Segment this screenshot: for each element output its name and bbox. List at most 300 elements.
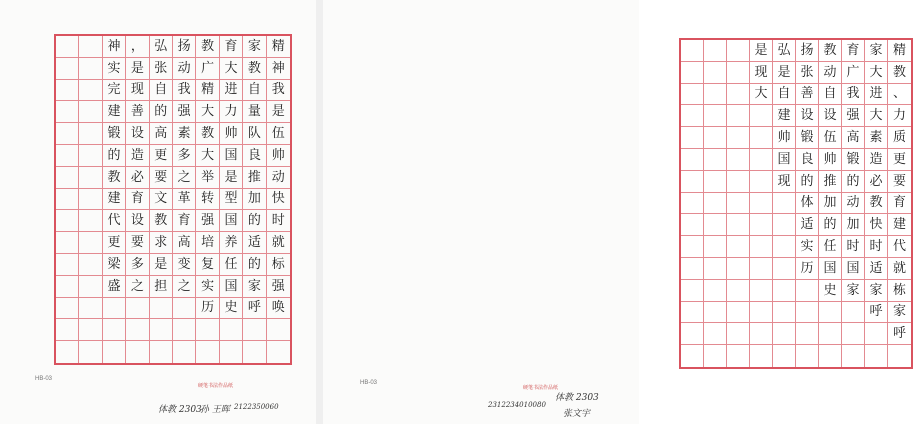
grid-cell [220,319,243,341]
grid-cell [79,319,102,341]
grid-cell: 培 [196,232,219,254]
grid-cell [79,341,102,363]
grid-cell: 加 [243,189,266,211]
grid-cell [267,319,290,341]
grid-cell [727,302,750,324]
grid-cell [150,298,173,320]
grid-cell: 强 [196,210,219,232]
grid-cell: 适 [865,258,888,280]
grid-cell [126,319,149,341]
grid-cell: 是 [750,40,773,62]
grid-cell: 快 [865,214,888,236]
grid-cell: 是 [267,101,290,123]
grid-cell: 良 [796,149,819,171]
grid-cell [704,345,727,367]
grid-cell: 加 [819,193,842,215]
grid-cell: 强 [173,101,196,123]
grid-cell: 育 [842,40,865,62]
grid-cell: 高 [842,127,865,149]
grid-cell: 实 [196,276,219,298]
grid-cell [750,105,773,127]
grid-cell: 代 [103,210,126,232]
grid-cell [681,323,704,345]
grid-cell: 造 [865,149,888,171]
grid-cell [681,280,704,302]
grid-cell: 的 [842,171,865,193]
grid-cell: 的 [819,214,842,236]
grid-cell: 动 [842,193,865,215]
grid-cell: 育 [220,36,243,58]
grid-cell: 广 [842,62,865,84]
grid-cell: 的 [243,254,266,276]
grid-cell: 要 [126,232,149,254]
grid-cell [842,302,865,324]
grid-cell: 力 [888,105,911,127]
grid-cell [704,280,727,302]
grid-cell [79,80,102,102]
grid-cell: 素 [865,127,888,149]
grid-cell [773,236,796,258]
grid-cell [773,258,796,280]
grid-cell [819,323,842,345]
grid-cell [727,105,750,127]
grid-cell [750,345,773,367]
grid-cell [79,189,102,211]
grid-cell [796,280,819,302]
grid-cell [727,345,750,367]
grid-cell: 推 [243,167,266,189]
grid-cell: 历 [796,258,819,280]
grid-cell: 神 [103,36,126,58]
signature-class: 体教 2303 [158,405,202,415]
grid-cell [150,319,173,341]
grid-cell [173,319,196,341]
grid-cell [704,127,727,149]
grid-cell [196,341,219,363]
grid-cell [773,323,796,345]
grid-cell: 更 [103,232,126,254]
grid-cell: 是 [150,254,173,276]
grid-cell: 教 [243,58,266,80]
grid-cell: 的 [103,145,126,167]
grid-cell: 自 [243,80,266,102]
grid-cell: 大 [196,101,219,123]
grid-cell [796,323,819,345]
grid-cell: 时 [865,236,888,258]
grid-cell [704,214,727,236]
paper-publisher-label: 硬笔书法作品纸 [198,383,234,389]
grid-cell: 育 [888,193,911,215]
grid-cell [243,319,266,341]
grid-cell: 精 [888,40,911,62]
grid-cell [704,258,727,280]
grid-cell: 弘 [150,36,173,58]
grid-cell: 快 [267,189,290,211]
grid-cell [79,254,102,276]
grid-cell: 更 [888,149,911,171]
grid-cell [704,323,727,345]
grid-cell [681,345,704,367]
grid-cell: 建 [773,105,796,127]
grid-cell: 强 [842,105,865,127]
grid-cell: 建 [103,189,126,211]
grid-cell [126,341,149,363]
grid-cell: 进 [865,84,888,106]
grid-cell: 国 [819,258,842,280]
grid-cell: 帅 [267,145,290,167]
grid-cell: 育 [173,210,196,232]
grid-cell: 是 [126,58,149,80]
grid-cell [103,298,126,320]
grid-cell: 现 [773,171,796,193]
calligraphy-sheet-right [323,0,906,424]
grid-cell: 育 [126,189,149,211]
grid-cell: 之 [126,276,149,298]
grid-cell [56,123,79,145]
character-grid-right [679,38,913,369]
grid-cell: 教 [196,36,219,58]
grid-cell [704,149,727,171]
grid-cell [243,341,266,363]
grid-cell [750,127,773,149]
grid-cell: 家 [865,280,888,302]
calligraphy-sheet-left [0,0,316,424]
grid-cell [727,40,750,62]
grid-cell: 标 [267,254,290,276]
signature-student-id: 2122350060 [234,403,279,411]
grid-cell: 设 [126,210,149,232]
grid-cell: 扬 [173,36,196,58]
grid-cell: 动 [173,58,196,80]
grid-cell: 大 [865,62,888,84]
grid-cell: 大 [196,145,219,167]
grid-cell: 精 [196,80,219,102]
grid-cell: 唤 [267,298,290,320]
grid-cell [56,58,79,80]
grid-cell: 教 [196,123,219,145]
grid-cell: 之 [173,167,196,189]
grid-cell [681,171,704,193]
grid-cell [750,193,773,215]
grid-cell: 多 [126,254,149,276]
grid-cell [196,319,219,341]
grid-cell [150,341,173,363]
grid-cell: 教 [150,210,173,232]
grid-cell: 国 [842,258,865,280]
signature-student-id: 2312234010080 [488,401,546,409]
grid-cell: 推 [819,171,842,193]
sheet-gutter [316,0,323,424]
grid-cell [727,236,750,258]
grid-cell: 大 [750,84,773,106]
grid-cell [819,345,842,367]
grid-cell: 复 [196,254,219,276]
grid-cell [103,341,126,363]
grid-cell: 完 [103,80,126,102]
grid-cell [796,302,819,324]
grid-cell: 精 [267,36,290,58]
grid-cell: 教 [103,167,126,189]
grid-cell: 教 [888,62,911,84]
grid-cell [727,323,750,345]
grid-cell [727,127,750,149]
grid-cell [727,84,750,106]
grid-cell: 必 [126,167,149,189]
grid-cell: 梁 [103,254,126,276]
grid-cell: 质 [888,127,911,149]
grid-cell: 建 [103,101,126,123]
grid-cell [704,193,727,215]
grid-cell [727,280,750,302]
grid-cell: 现 [750,62,773,84]
grid-cell [56,298,79,320]
grid-cell: 就 [267,232,290,254]
grid-cell: 加 [842,214,865,236]
grid-cell [750,280,773,302]
grid-cell: 大 [865,105,888,127]
grid-cell: 伍 [819,127,842,149]
grid-cell: 国 [220,276,243,298]
grid-cell: 自 [773,84,796,106]
grid-cell [888,345,911,367]
grid-cell: 是 [220,167,243,189]
signature-name: 孙 王晖 [200,405,230,415]
grid-cell: 体 [796,193,819,215]
grid-cell [173,341,196,363]
grid-cell [79,210,102,232]
grid-cell [819,302,842,324]
grid-cell: 代 [888,236,911,258]
grid-cell: 国 [220,145,243,167]
grid-cell: 高 [173,232,196,254]
grid-cell [842,323,865,345]
grid-cell: 张 [150,58,173,80]
grid-cell: 就 [888,258,911,280]
grid-cell: 、 [888,84,911,106]
grid-cell: 更 [150,145,173,167]
grid-cell: 伍 [267,123,290,145]
grid-cell [79,58,102,80]
grid-cell [79,276,102,298]
grid-cell [681,149,704,171]
grid-cell: 动 [267,167,290,189]
grid-cell [842,345,865,367]
grid-cell: 适 [796,214,819,236]
grid-cell [704,84,727,106]
grid-cell [56,232,79,254]
grid-cell [79,298,102,320]
grid-cell: 盛 [103,276,126,298]
grid-cell: 呼 [243,298,266,320]
grid-cell [681,193,704,215]
grid-cell [56,210,79,232]
grid-cell: 弘 [773,40,796,62]
grid-cell: 高 [150,123,173,145]
grid-cell [56,276,79,298]
grid-cell: 神 [267,58,290,80]
grid-cell: 是 [773,62,796,84]
signature-name: 张文宇 [563,409,591,419]
grid-cell [56,319,79,341]
grid-cell: 革 [173,189,196,211]
grid-cell [103,319,126,341]
grid-cell [727,193,750,215]
character-grid-left [54,34,292,365]
grid-cell [865,323,888,345]
grid-cell [681,236,704,258]
grid-cell [79,101,102,123]
grid-cell: 的 [243,210,266,232]
grid-cell [750,149,773,171]
grid-cell: 要 [150,167,173,189]
grid-cell [727,258,750,280]
grid-cell: 呼 [865,302,888,324]
grid-cell [126,298,149,320]
grid-cell [704,105,727,127]
grid-cell: 必 [865,171,888,193]
grid-cell: 帅 [220,123,243,145]
grid-cell: 国 [773,149,796,171]
grid-cell [56,101,79,123]
grid-cell: 文 [150,189,173,211]
grid-cell: 家 [888,302,911,324]
grid-cell: 担 [150,276,173,298]
grid-cell: 动 [819,62,842,84]
grid-cell [750,236,773,258]
grid-cell: 任 [220,254,243,276]
grid-cell [56,145,79,167]
grid-cell [681,127,704,149]
grid-cell: 量 [243,101,266,123]
grid-cell: 建 [888,214,911,236]
grid-cell: 锻 [103,123,126,145]
grid-cell: 的 [796,171,819,193]
grid-cell: 扬 [796,40,819,62]
grid-cell: 时 [842,236,865,258]
grid-cell: 帅 [819,149,842,171]
grid-cell [773,302,796,324]
grid-cell [173,298,196,320]
grid-cell: 教 [819,40,842,62]
grid-cell [681,214,704,236]
form-code: HB-03 [360,380,378,386]
grid-cell: 队 [243,123,266,145]
grid-cell: 实 [796,236,819,258]
grid-cell: 史 [220,298,243,320]
grid-cell: 进 [220,80,243,102]
grid-cell [773,345,796,367]
grid-cell [56,189,79,211]
grid-cell: 呼 [888,323,911,345]
grid-cell: 家 [842,280,865,302]
grid-cell: 家 [243,276,266,298]
grid-cell: 养 [220,232,243,254]
grid-cell [704,171,727,193]
grid-cell [704,62,727,84]
grid-cell: 时 [267,210,290,232]
grid-cell: 举 [196,167,219,189]
grid-cell [727,149,750,171]
grid-cell [681,258,704,280]
grid-cell [750,214,773,236]
grid-cell [267,341,290,363]
grid-cell: 史 [819,280,842,302]
grid-cell [79,36,102,58]
grid-cell: 设 [819,105,842,127]
grid-cell: 型 [220,189,243,211]
grid-cell: 求 [150,232,173,254]
grid-cell: 善 [796,84,819,106]
grid-cell [681,302,704,324]
grid-cell: 帅 [773,127,796,149]
grid-cell: 我 [173,80,196,102]
grid-cell: 适 [243,232,266,254]
grid-cell: 我 [842,84,865,106]
grid-cell [681,84,704,106]
grid-cell: 自 [150,80,173,102]
grid-cell [750,258,773,280]
grid-cell: 善 [126,101,149,123]
signature-class: 体教 2303 [555,393,599,403]
grid-cell [727,171,750,193]
grid-cell [681,105,704,127]
grid-cell [773,214,796,236]
grid-cell: 的 [150,101,173,123]
grid-cell [220,341,243,363]
grid-cell: 锻 [796,127,819,149]
grid-cell: 家 [243,36,266,58]
grid-cell: 造 [126,145,149,167]
grid-cell: 我 [267,80,290,102]
grid-cell: 锻 [842,149,865,171]
grid-cell: ， [126,36,149,58]
grid-cell: 国 [220,210,243,232]
grid-cell [865,345,888,367]
grid-cell: 良 [243,145,266,167]
grid-cell [727,214,750,236]
grid-cell: 大 [220,58,243,80]
grid-cell [750,323,773,345]
grid-cell: 转 [196,189,219,211]
grid-cell: 张 [796,62,819,84]
grid-cell: 之 [173,276,196,298]
grid-cell [56,254,79,276]
grid-cell: 教 [865,193,888,215]
grid-cell: 实 [103,58,126,80]
grid-cell [704,40,727,62]
grid-cell [750,171,773,193]
grid-cell [704,302,727,324]
paper-publisher-label: 硬笔书法作品纸 [523,385,559,391]
grid-cell: 多 [173,145,196,167]
grid-cell: 要 [888,171,911,193]
grid-cell [56,36,79,58]
grid-cell: 自 [819,84,842,106]
grid-cell: 强 [267,276,290,298]
grid-cell [681,62,704,84]
grid-cell: 素 [173,123,196,145]
grid-cell: 任 [819,236,842,258]
grid-cell [56,341,79,363]
grid-cell [750,302,773,324]
grid-cell [79,145,102,167]
grid-cell: 现 [126,80,149,102]
grid-cell: 历 [196,298,219,320]
grid-cell [79,167,102,189]
grid-cell: 变 [173,254,196,276]
grid-cell [79,123,102,145]
grid-cell [727,62,750,84]
